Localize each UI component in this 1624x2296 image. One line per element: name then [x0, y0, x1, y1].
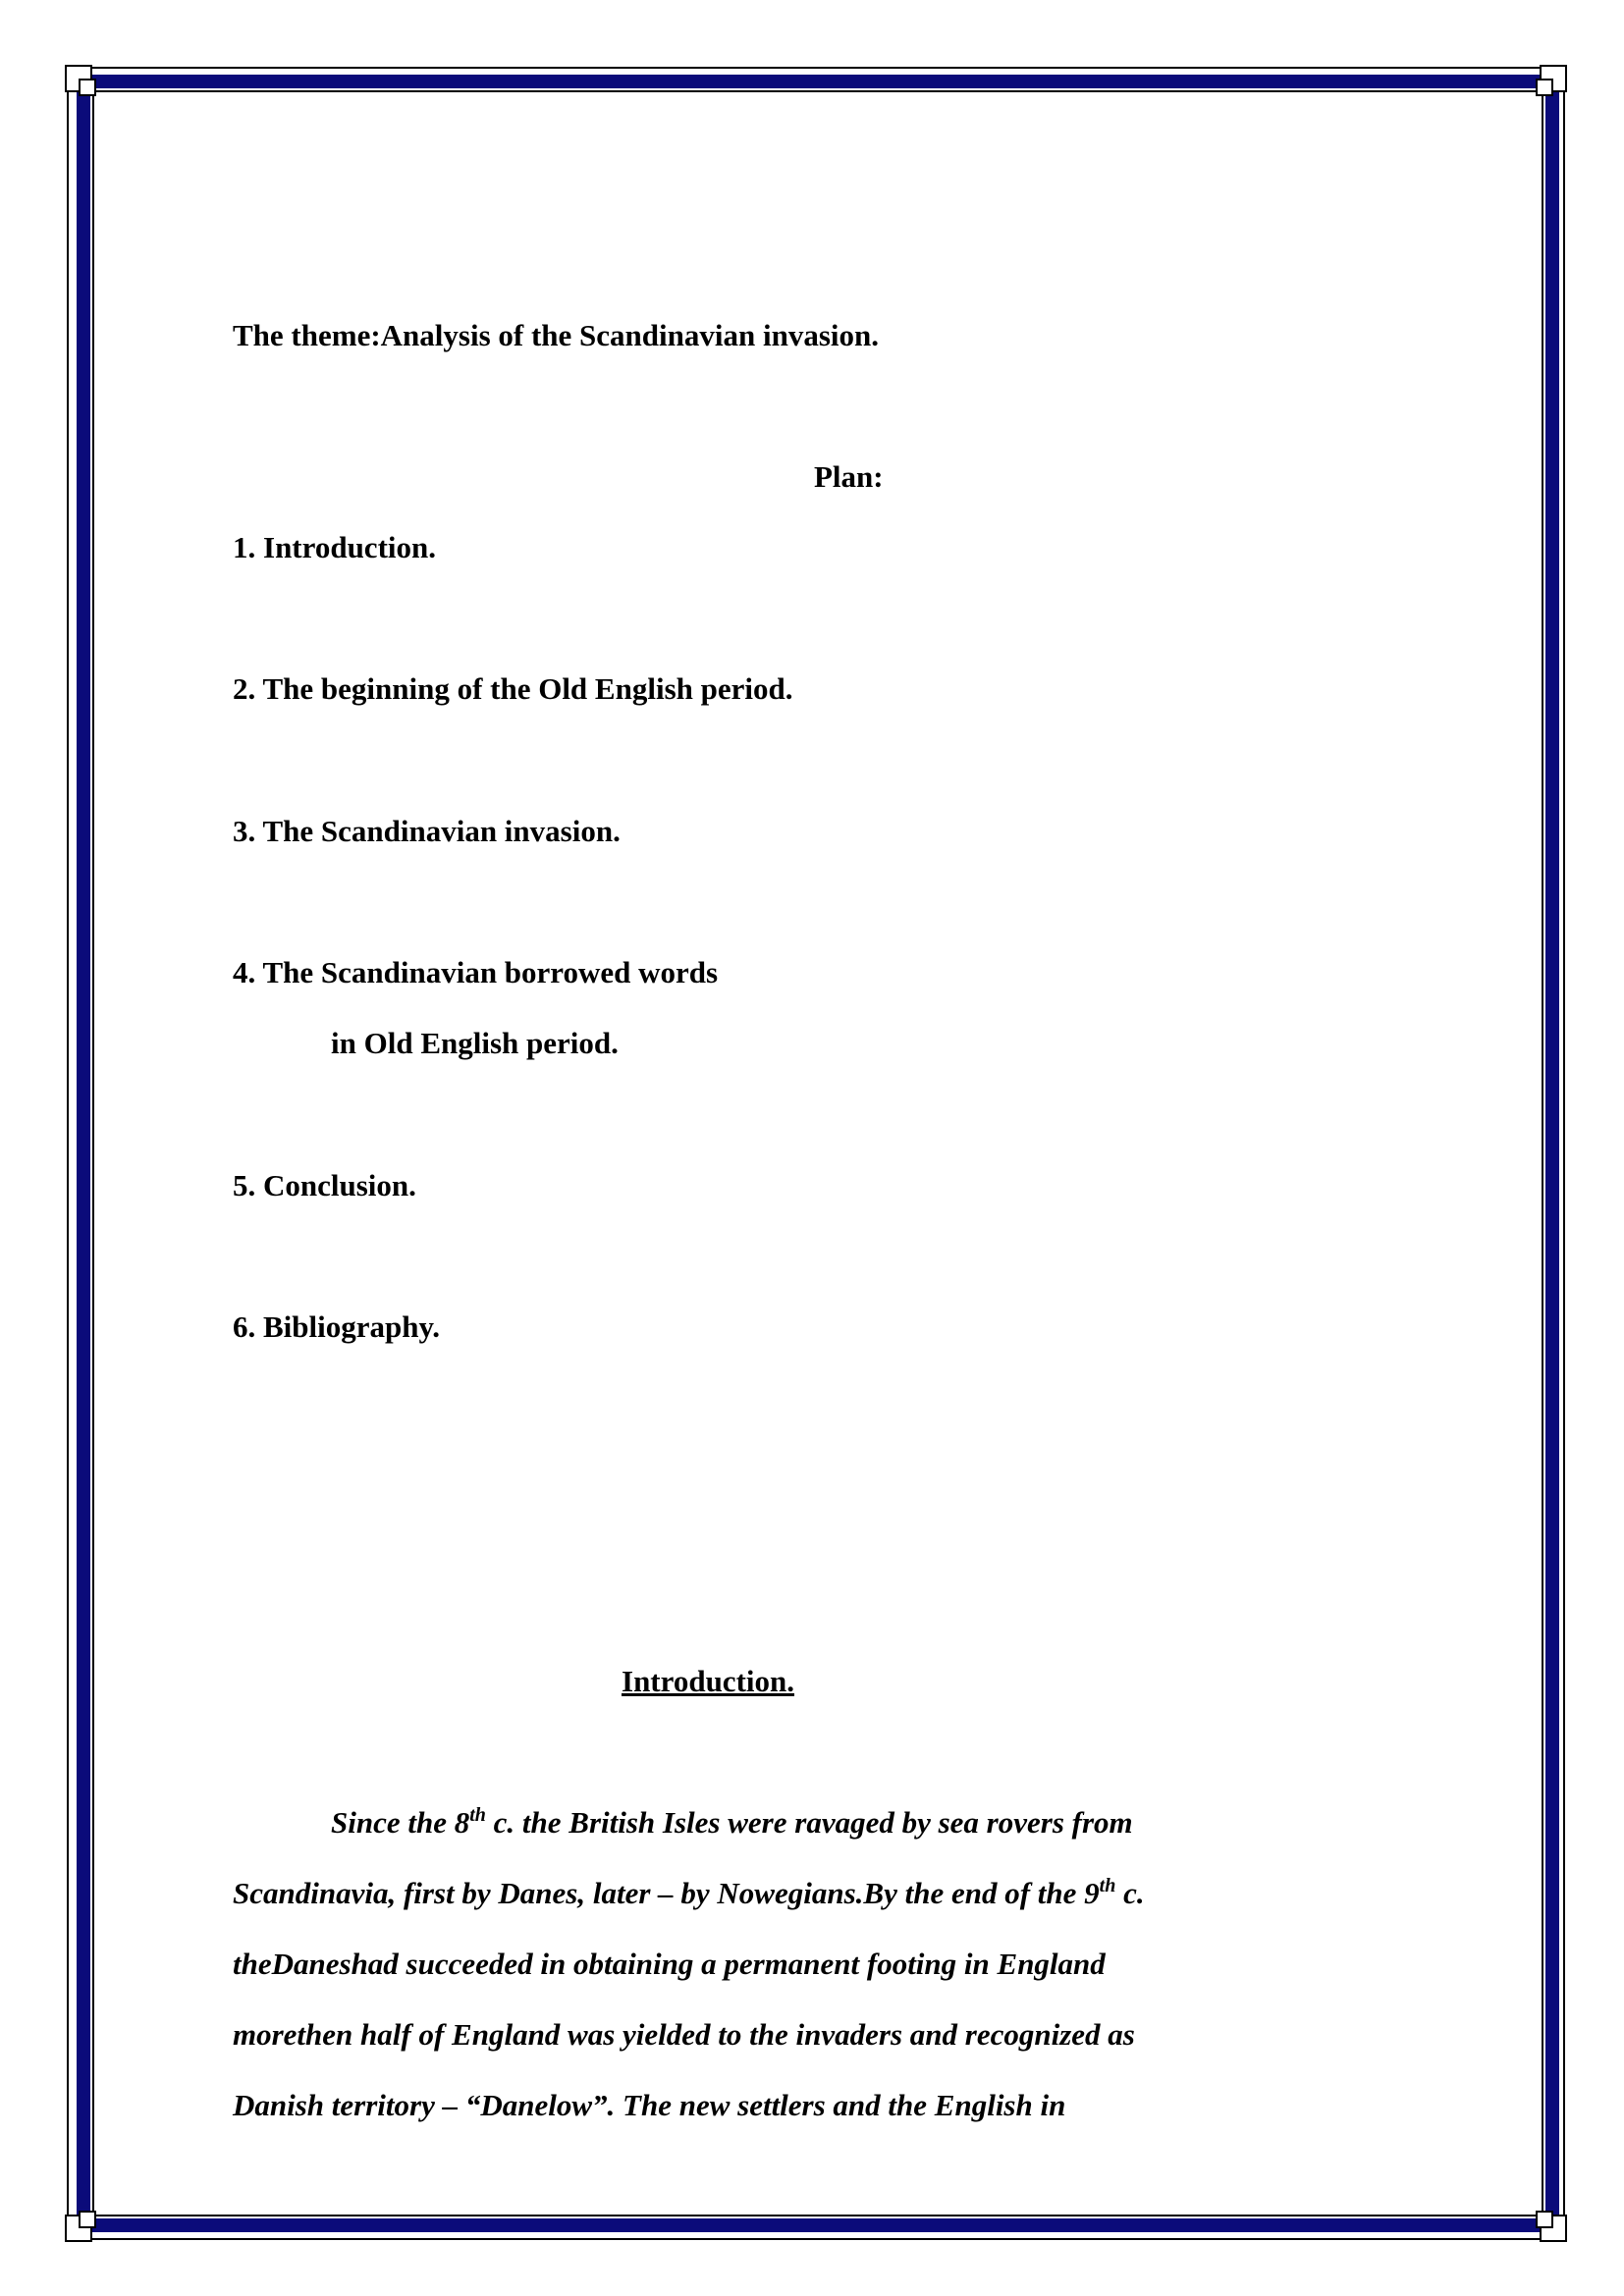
plan-item: 1. Introduction. [233, 530, 436, 564]
document-theme: The theme:Analysis of the Scandinavian invasion. [233, 318, 879, 352]
plan-item: 6. Bibliography. [233, 1309, 441, 1344]
intro-paragraph-line: Since the 8th c. the British Isles were ravaged by sea rovers from [331, 1804, 1133, 1840]
plan-item: 2. The beginning of the Old English period. [233, 671, 793, 706]
introduction-heading: Introduction. [622, 1664, 794, 1698]
border-corner-ornament [65, 65, 104, 104]
intro-paragraph-line: Danish territory – “Danelow”. The new settlers and the English in [233, 2088, 1066, 2122]
plan-item: 5. Conclusion. [233, 1168, 416, 1202]
plan-item: 4. The Scandinavian borrowed words [233, 955, 719, 989]
plan-item: 3. The Scandinavian invasion. [233, 814, 621, 848]
border-corner-ornament [65, 2203, 104, 2242]
intro-paragraph-line: Scandinavia, first by Danes, later – by Nowegians.By the end of the 9th c. [233, 1875, 1145, 1910]
plan-item-continuation: in Old English period. [331, 1026, 619, 1060]
plan-heading: Plan: [814, 459, 884, 494]
border-corner-ornament [1528, 2203, 1567, 2242]
intro-paragraph-line: theDaneshad succeeded in obtaining a permanent footing in England [233, 1947, 1106, 1981]
border-corner-ornament [1528, 65, 1567, 104]
intro-paragraph-line: morethen half of England was yielded to the invaders and recognized as [233, 2017, 1135, 2052]
